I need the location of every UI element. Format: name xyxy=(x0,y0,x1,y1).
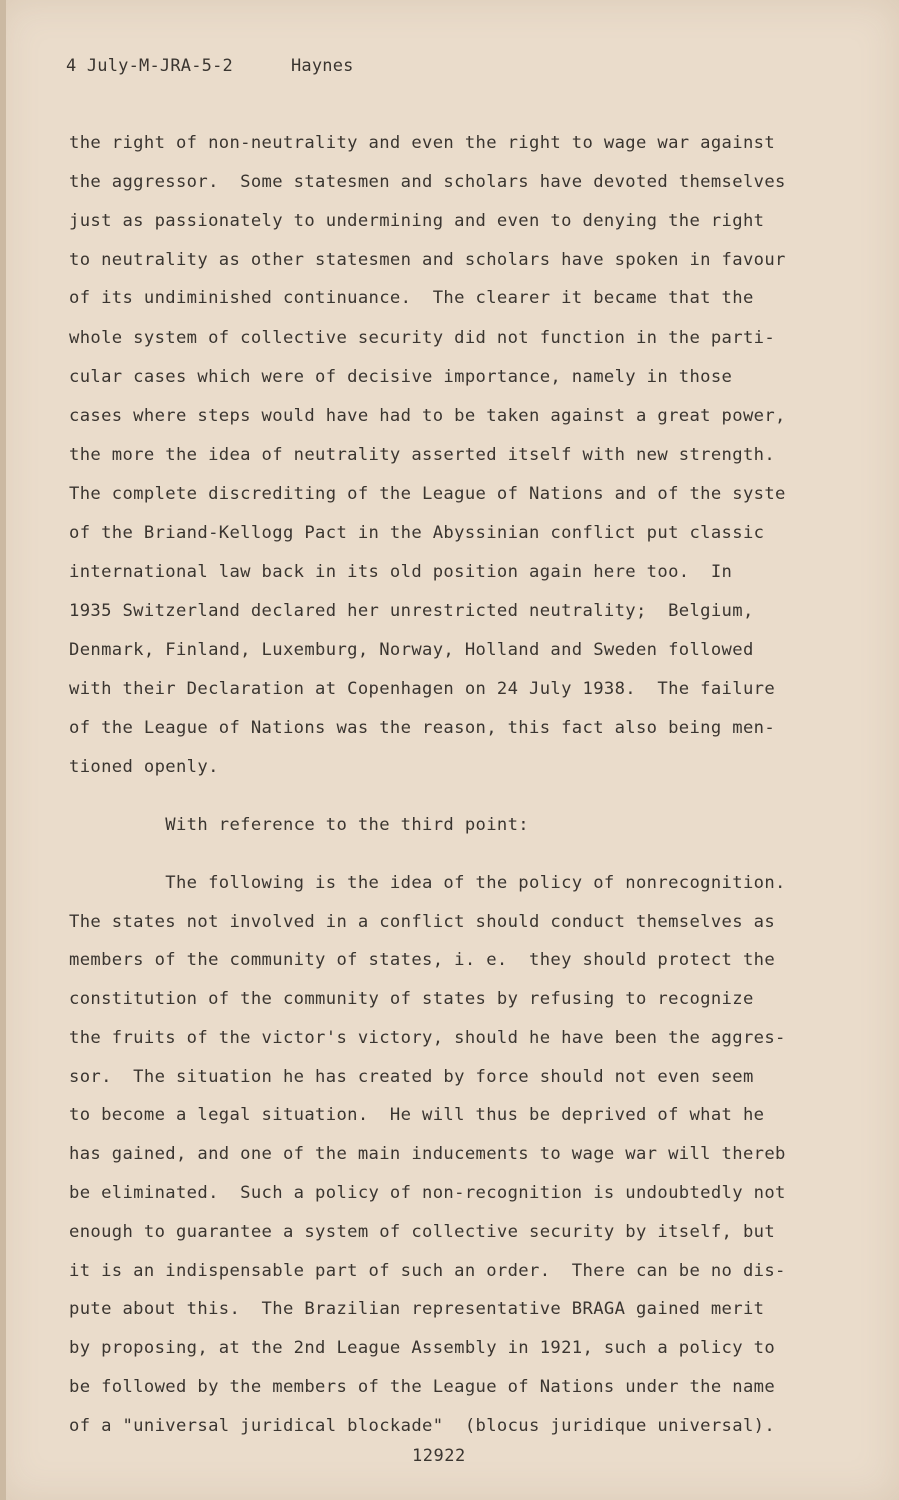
text-line: the right of non-neutrality and even the right to wage war against xyxy=(69,133,776,153)
document-reference: 4 July-M-JRA-5-2 xyxy=(66,56,233,76)
author-name: Haynes xyxy=(290,56,354,76)
text-line: be eliminated. Such a policy of non-recognition is undoubtedly not xyxy=(69,1183,786,1203)
text-line: it is an indispensable part of such an order. There can be no dis- xyxy=(69,1261,786,1281)
text-line: enough to guarantee a system of collective security by itself, but xyxy=(69,1222,776,1242)
text-line: whole system of collective security did not function in the parti- xyxy=(69,328,776,348)
text-line: by proposing, at the 2nd League Assembly in 1921, such a policy to xyxy=(69,1338,776,1358)
text-line: international law back in its old position again here too. In xyxy=(69,562,733,582)
text-line: the more the idea of neutrality asserted itself with new strength. xyxy=(69,445,776,465)
text-line: of the Briand-Kellogg Pact in the Abyssinian conflict put classic xyxy=(69,523,765,543)
text-line: just as passionately to undermining and even to denying the right xyxy=(69,211,765,231)
page-number: 12922 xyxy=(412,1446,466,1466)
page-header xyxy=(66,56,354,76)
text-line: has gained, and one of the main inducements to wage war will thereb xyxy=(69,1144,786,1164)
text-line: sor. The situation he has created by force should not even seem xyxy=(69,1067,754,1087)
text-line: be followed by the members of the League of Nations under the name xyxy=(69,1377,776,1397)
text-line: to neutrality as other statesmen and scholars have spoken in favour xyxy=(69,250,786,270)
text-line: the fruits of the victor's victory, should he have been the aggres- xyxy=(69,1028,786,1048)
text-line: The states not involved in a conflict should conduct themselves as xyxy=(69,912,776,932)
text-line: members of the community of states, i. e. they should protect the xyxy=(69,950,776,970)
text-line: of a "universal juridical blockade" (blocus juridique universal). xyxy=(69,1416,776,1436)
text-line: The complete discrediting of the League of Nations and of the syste xyxy=(69,484,786,504)
text-line: 1935 Switzerland declared her unrestricted neutrality; Belgium, xyxy=(69,601,754,621)
text-line: with their Declaration at Copenhagen on 24 July 1938. The failure xyxy=(69,679,776,699)
text-line: constitution of the community of states by refusing to recognize xyxy=(69,989,754,1009)
text-line: tioned openly. xyxy=(69,757,219,777)
text-line: cular cases which were of decisive importance, namely in those xyxy=(69,367,733,387)
text-line: cases where steps would have had to be taken against a great power, xyxy=(69,406,786,426)
text-line: of its undiminished continuance. The clearer it became that the xyxy=(69,288,754,308)
text-line: of the League of Nations was the reason, this fact also being men- xyxy=(69,718,776,738)
text-line: pute about this. The Brazilian representative BRAGA gained merit xyxy=(69,1299,765,1319)
section-heading: With reference to the third point: xyxy=(69,815,530,835)
text-line: the aggressor. Some statesmen and scholars have devoted themselves xyxy=(69,172,786,192)
text-line: to become a legal situation. He will thus be deprived of what he xyxy=(69,1105,765,1125)
text-line: The following is the idea of the policy of nonrecognition. xyxy=(69,873,786,893)
text-line: Denmark, Finland, Luxemburg, Norway, Holland and Sweden followed xyxy=(69,640,754,660)
page-edge xyxy=(0,0,6,1500)
